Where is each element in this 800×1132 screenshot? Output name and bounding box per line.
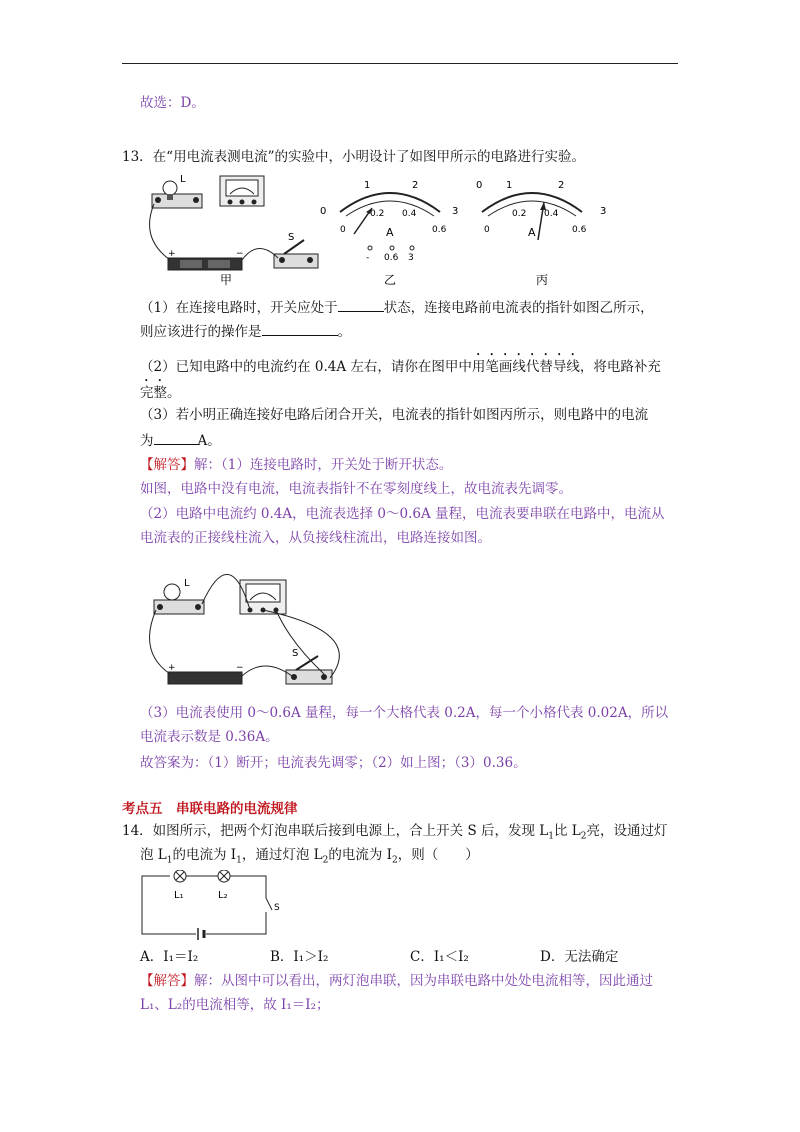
q13-part2-line2: 完整。: [140, 385, 181, 401]
l2-label: L₂: [218, 890, 228, 901]
answer-blank: [154, 430, 198, 445]
option-d[interactable]: D．无法确定: [540, 949, 619, 965]
scale-top-1: 1: [506, 180, 513, 191]
q13-answer-line3: （2）电路中电流约 0.4A，电流表选择 0～0.6A 量程，电流表要串联在电路中，电流从: [140, 506, 665, 522]
scale-top-0: 0: [476, 180, 483, 191]
q13-answer-figure: [140, 552, 370, 692]
battery-icon: [168, 672, 242, 684]
q14-answer-line1: 【解答】解：从图中可以看出，两灯泡串联，因为串联电路中处处电流相等，因此通过: [140, 973, 653, 989]
lamp-label: L: [180, 174, 186, 185]
battery-pack: [168, 249, 244, 270]
switch-board: [274, 240, 318, 268]
ammeter-box: [220, 176, 264, 206]
switch-label: S: [292, 648, 299, 659]
header-rule: [122, 63, 678, 64]
q13-answer-line1: 【解答】解：（1）连接电路时，开关处于断开状态。: [140, 457, 453, 473]
figure-yi-label: 乙: [384, 273, 397, 287]
scale-bottom-2: 0.4: [402, 209, 417, 219]
q13-stem: 13．在“用电流表测电流”的实验中，小明设计了如图甲所示的电路进行实验。: [122, 149, 585, 165]
q13-part3-line1: （3）若小明正确连接好电路后闭合开关，电流表的指针如图丙所示，则电路中的电流: [140, 407, 649, 423]
scale-top-0: 0: [320, 206, 327, 217]
previous-answer: 故选：D。: [140, 95, 205, 111]
scale-bottom-0: 0: [340, 225, 346, 235]
figure-bing-label: 丙: [536, 273, 549, 287]
answer-blank: [338, 297, 384, 312]
scale-bottom-3: 0.6: [572, 225, 587, 235]
lamp-label: L: [184, 578, 190, 589]
figure-jia-label: 甲: [220, 273, 233, 287]
q13-part3-line2: 为 A。: [140, 430, 221, 450]
q13-part1-line1: （1）在连接电路时，开关应处于 状态，连接电路前电流表的指针如图乙所示，: [140, 297, 654, 317]
switch-label: S: [288, 232, 295, 243]
svg-text:+: +: [168, 663, 176, 673]
scale-top-3: 3: [452, 206, 459, 217]
q13-answer-line5: （3）电流表使用 0～0.6A 量程，每一个大格代表 0.2A，每一个小格代表 0.02A，所以: [140, 705, 669, 721]
switch-label: S: [274, 903, 280, 913]
scale-bottom-1: 0.2: [512, 209, 527, 219]
meter-label: A: [386, 226, 394, 239]
svg-text:−: −: [236, 663, 244, 673]
q13-figure: [140, 168, 620, 290]
svg-text:−: −: [236, 249, 244, 259]
option-c[interactable]: C．I₁＜I₂: [410, 949, 469, 965]
q13-part2-line1: （2）已知电路中的电流约在 0.4A 左右，请你在图甲中用笔画线代替导线，将电路补充: [140, 359, 661, 375]
q13-answer-line6: 电流表示数是 0.36A。: [140, 729, 279, 745]
scale-top-2: 2: [412, 180, 419, 191]
terminal-minus: -: [366, 253, 370, 263]
wire: [242, 248, 278, 260]
scale-bottom-1: 0.2: [370, 209, 385, 219]
q13-answer-line2: 如图，电路中没有电流，电流表指针不在零刻度线上，故电流表先调零。: [140, 481, 572, 497]
option-a[interactable]: A．I₁＝I₂: [140, 949, 199, 965]
section-title: 考点五 串联电路的电流规律: [122, 801, 298, 817]
meter-label: A: [528, 226, 536, 239]
q14-circuit-diagram: [140, 870, 280, 942]
q14-answer-line2: L₁、L₂的电流相等，故 I₁＝I₂；: [140, 997, 330, 1013]
terminal-3: 3: [408, 253, 414, 263]
scale-bottom-0: 0: [484, 225, 490, 235]
scale-top-3: 3: [600, 206, 607, 217]
q13-final-answer: 故答案为：（1）断开；电流表先调零；（2）如上图；（3）0.36。: [140, 755, 527, 771]
answer-blank: [262, 321, 338, 336]
lamp-board: [152, 181, 202, 208]
wire: [150, 204, 170, 260]
q14-stem-line2: 泡 $L_1$的电流为 $I_1$，通过灯泡 $L_2$的电流为 $I_2$，则（ ）: [140, 847, 479, 866]
q13-answer-line4: 电流表的正接线柱流入，从负接线柱流出，电路连接如图。: [140, 530, 491, 546]
q13-part1-line2: 则应该进行的操作是 。: [140, 321, 351, 341]
lamp-icon: [164, 584, 180, 600]
scale-top-1: 1: [364, 180, 371, 191]
scale-top-2: 2: [558, 180, 565, 191]
l1-label: L₁: [174, 890, 184, 901]
scale-bottom-2: 0.4: [544, 209, 559, 219]
scale-bottom-3: 0.6: [432, 225, 447, 235]
q14-stem-line1: 14．如图所示，把两个灯泡串联后接到电源上，合上开关 S 后，发现 $L_1$比 $L_2$亮，设通过灯: [122, 823, 668, 842]
option-b[interactable]: B．I₁＞I₂: [270, 949, 329, 965]
svg-text:+: +: [168, 249, 176, 259]
terminal-06: 0.6: [384, 253, 399, 263]
